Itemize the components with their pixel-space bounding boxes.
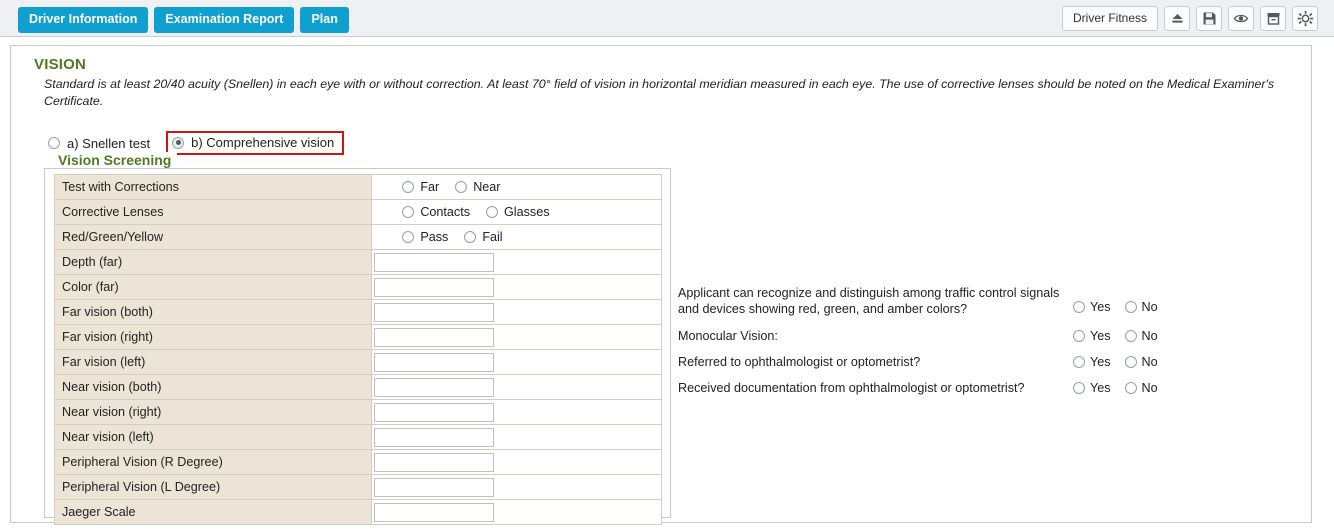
eject-icon[interactable]: [1164, 6, 1190, 31]
label-corrective-lenses-glasses[interactable]: Glasses: [504, 205, 550, 219]
question-received-documentation: [678, 380, 1198, 396]
save-icon[interactable]: [1196, 6, 1222, 31]
row-label: Corrective Lenses: [55, 200, 372, 225]
question-text: Monocular Vision:: [678, 328, 778, 343]
question-text: Received documentation from ophthalmologist or optometrist?: [678, 381, 1025, 396]
radio-red-green-yellow-fail[interactable]: [464, 231, 476, 243]
radio-received-documentation-no[interactable]: [1125, 382, 1137, 394]
input-peripheral-vision-r-degree[interactable]: [374, 453, 494, 472]
row-value: [372, 375, 662, 400]
radio-red-green-yellow-pass[interactable]: [402, 231, 414, 243]
question-monocular-vision: [678, 328, 1198, 344]
table-row: [55, 475, 662, 500]
table-row: [55, 500, 662, 525]
row-value: [372, 350, 662, 375]
question-options: [1073, 328, 1172, 343]
radio-traffic-control-signals-yes[interactable]: [1073, 301, 1085, 313]
table-row: [55, 350, 662, 375]
tab-driver-information[interactable]: Driver Information: [18, 7, 148, 33]
row-value: [372, 250, 662, 275]
row-value: [372, 325, 662, 350]
row-label: Near vision (left): [55, 425, 372, 450]
label-received-documentation-no[interactable]: No: [1141, 381, 1158, 396]
table-row: [55, 200, 662, 225]
table-row: [55, 325, 662, 350]
row-value: [372, 225, 662, 250]
table-row: [55, 425, 662, 450]
label-monocular-vision-yes[interactable]: Yes: [1090, 328, 1111, 343]
label-test-with-corrections-far[interactable]: Far: [420, 180, 440, 194]
label-referred-to-specialist-yes[interactable]: Yes: [1090, 355, 1111, 370]
question-text: Applicant can recognize and distinguish among traffic control signals and devices showing red, green, and amber colors?: [678, 286, 1060, 317]
radio-referred-to-specialist-no[interactable]: [1125, 356, 1137, 368]
gear-icon[interactable]: [1292, 6, 1318, 31]
tab-bar: [18, 7, 349, 33]
vision-standard-note: Standard is at least 20/40 acuity (Snellen) in each eye with or without correction. At least 70° field of vision in horizontal meridian measured in each eye. The use of corrective lenses should be noted on the Medical Examiner's Certificate.: [44, 77, 1275, 108]
row-label: Far vision (left): [55, 350, 372, 375]
row-label: Near vision (right): [55, 400, 372, 425]
page-title: VISION: [34, 56, 87, 73]
label-test-with-corrections-near[interactable]: Near: [473, 180, 501, 194]
radio-test-with-corrections-far[interactable]: [402, 181, 414, 193]
input-peripheral-vision-l-degree[interactable]: [374, 478, 494, 497]
row-value: [372, 475, 662, 500]
input-color-far[interactable]: [374, 278, 494, 297]
row-value: [372, 400, 662, 425]
question-options: [1073, 285, 1172, 314]
row-label: Near vision (both): [55, 375, 372, 400]
row-label: Far vision (both): [55, 300, 372, 325]
question-options: [1073, 380, 1172, 395]
vision-screening-legend: Vision Screening: [54, 152, 177, 168]
tab-examination-report[interactable]: Examination Report: [154, 7, 294, 33]
label-received-documentation-yes[interactable]: Yes: [1090, 381, 1111, 396]
tab-plan[interactable]: Plan: [300, 7, 348, 33]
input-far-vision-right[interactable]: [374, 328, 494, 347]
input-near-vision-both[interactable]: [374, 378, 494, 397]
label-red-green-yellow-pass[interactable]: Pass: [420, 230, 449, 244]
toolbar-actions: [1062, 6, 1318, 31]
label-comprehensive-vision[interactable]: b) Comprehensive vision: [191, 135, 335, 150]
top-toolbar: [0, 0, 1334, 37]
row-label: Peripheral Vision (L Degree): [55, 475, 372, 500]
radio-snellen-test[interactable]: [48, 137, 60, 149]
row-label: Red/Green/Yellow: [55, 225, 372, 250]
row-value: [372, 425, 662, 450]
radio-corrective-lenses-contacts[interactable]: [402, 206, 414, 218]
radio-test-with-corrections-near[interactable]: [455, 181, 467, 193]
label-traffic-control-signals-no[interactable]: No: [1141, 300, 1158, 314]
row-label: Depth (far): [55, 250, 372, 275]
radio-comprehensive-vision[interactable]: [172, 137, 184, 149]
radio-corrective-lenses-glasses[interactable]: [486, 206, 498, 218]
row-value: [372, 175, 662, 200]
input-near-vision-left[interactable]: [374, 428, 494, 447]
table-row: [55, 375, 662, 400]
table-row: [55, 300, 662, 325]
row-value: [372, 450, 662, 475]
table-row: [55, 250, 662, 275]
radio-traffic-control-signals-no[interactable]: [1125, 301, 1137, 313]
radio-received-documentation-yes[interactable]: [1073, 382, 1085, 394]
table-row: [55, 225, 662, 250]
table-row: [55, 450, 662, 475]
question-options: [1073, 354, 1172, 369]
question-traffic-control-signals: [678, 285, 1198, 318]
row-value: [372, 200, 662, 225]
question-referred-to-specialist: [678, 354, 1198, 370]
question-text: Referred to ophthalmologist or optometrist?: [678, 355, 921, 370]
eye-icon[interactable]: [1228, 6, 1254, 31]
table-row: [55, 400, 662, 425]
input-near-vision-right[interactable]: [374, 403, 494, 422]
label-traffic-control-signals-yes[interactable]: Yes: [1090, 300, 1111, 314]
row-value: [372, 500, 662, 525]
label-red-green-yellow-fail[interactable]: Fail: [482, 230, 503, 244]
vision-screening-table: [54, 174, 662, 525]
radio-monocular-vision-yes[interactable]: [1073, 330, 1085, 342]
comprehensive-vision-highlight: [166, 131, 344, 155]
row-value: [372, 300, 662, 325]
radio-referred-to-specialist-yes[interactable]: [1073, 356, 1085, 368]
label-monocular-vision-no[interactable]: No: [1141, 328, 1158, 343]
row-label: Test with Corrections: [55, 175, 372, 200]
vision-questions: [678, 285, 1198, 407]
input-far-vision-both[interactable]: [374, 303, 494, 322]
label-snellen-test[interactable]: a) Snellen test: [67, 135, 151, 151]
input-far-vision-left[interactable]: [374, 353, 494, 372]
table-row: [55, 275, 662, 300]
label-referred-to-specialist-no[interactable]: No: [1141, 355, 1158, 370]
input-jaeger-scale[interactable]: [374, 503, 494, 522]
archive-icon[interactable]: [1260, 6, 1286, 31]
label-corrective-lenses-contacts[interactable]: Contacts: [420, 205, 471, 219]
driver-fitness-button[interactable]: Driver Fitness: [1062, 6, 1158, 31]
row-label: Jaeger Scale: [55, 500, 372, 525]
table-row: [55, 175, 662, 200]
row-label: Far vision (right): [55, 325, 372, 350]
row-label: Peripheral Vision (R Degree): [55, 450, 372, 475]
radio-monocular-vision-no[interactable]: [1125, 330, 1137, 342]
row-label: Color (far): [55, 275, 372, 300]
input-depth-far[interactable]: [374, 253, 494, 272]
row-value: [372, 275, 662, 300]
